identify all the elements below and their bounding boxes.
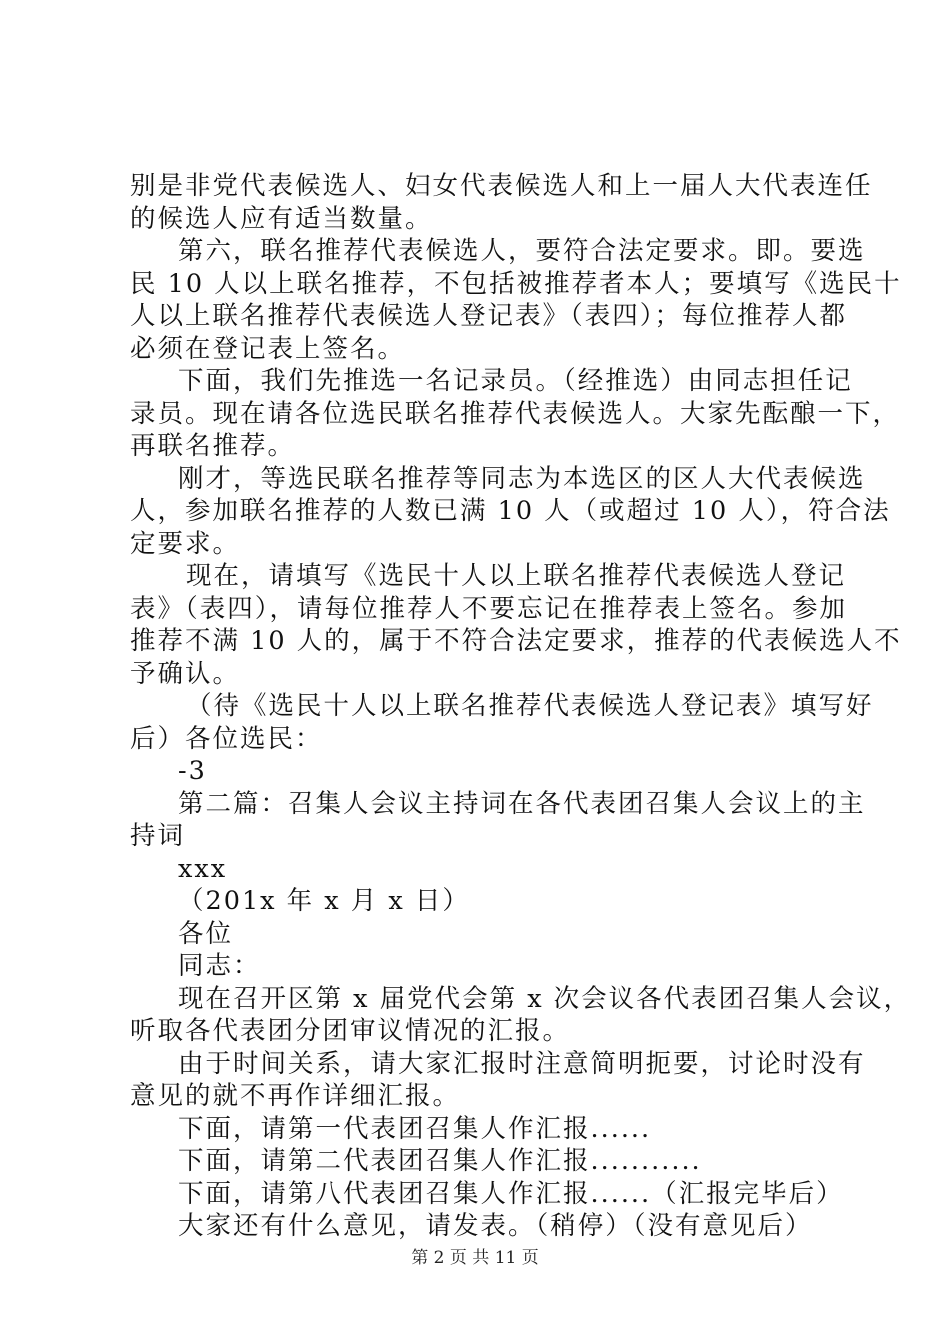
text-line: 别是非党代表候选人、妇女代表候选人和上一届人大代表连任 [130,171,873,201]
text-line: 表》（表四），请每位推荐人不要忘记在推荐表上签名。参加 [130,593,848,624]
greeting-line: 同志： [178,951,261,981]
text-line: 后）各位选民： [130,723,323,754]
speech-date: （201x 年 x 月 x 日） [178,886,470,916]
document-body [130,170,912,1243]
greeting-line: 各位 [178,918,234,949]
text-line: 大家还有什么意见，请发表。（稍停）（没有意见后） [178,1211,813,1241]
text-line: 第六，联名推荐代表候选人，要符合法定要求。即。要选 [178,236,866,266]
text-line: 人以上联名推荐代表候选人登记表》（表四）；每位推荐人都 [130,301,848,331]
section-title-continued: 持词 [130,821,186,851]
page-number-footer: 第 2 页 共 11 页 [411,1248,539,1268]
text-line: 下面，请第二代表团召集人作汇报........... [178,1146,702,1176]
text-line: 的候选人应有适当数量。 [130,203,433,234]
text-line: 民 10 人以上联名推荐，不包括被推荐者本人；要填写《选民十 [130,268,902,299]
speaker-name: xxx [178,853,228,884]
text-line: 推荐不满 10 人的，属于不符合法定要求，推荐的代表候选人不 [130,626,902,656]
text-line: 刚才，等选民联名推荐等同志为本选区的区人大代表候选 [178,463,866,494]
page-marker: -3 [178,756,207,786]
text-line: 录员。现在请各位选民联名推荐代表候选人。大家先酝酿一下， [130,398,901,429]
text-line: （待《选民十人以上联名推荐代表候选人登记表》填写好 [186,691,874,721]
text-line: 必须在登记表上签名。 [130,333,406,364]
text-line: 定要求。 [130,528,241,559]
text-line: 下面，请第一代表团召集人作汇报...... [178,1113,652,1144]
text-line: 再联名推荐。 [130,431,296,461]
text-line: 现在，请填写《选民十人以上联名推荐代表候选人登记 [186,561,847,591]
text-line: 由于时间关系，请大家汇报时注意简明扼要，讨论时没有 [178,1048,866,1079]
text-line: 现在召开区第 x 届党代会第 x 次会议各代表团召集人会议， [178,983,912,1014]
section-title: 第二篇：召集人会议主持词在各代表团召集人会议上的主 [178,788,866,819]
text-line: 意见的就不再作详细汇报。 [130,1081,461,1111]
text-line: 听取各代表团分团审议情况的汇报。 [130,1016,571,1046]
text-line: 予确认。 [130,658,241,689]
text-line: 人，参加联名推荐的人数已满 10 人（或超过 10 人），符合法 [130,496,891,526]
text-line: 下面，我们先推选一名记录员。（经推选）由同志担任记 [178,366,853,396]
text-line: 下面，请第八代表团召集人作汇报......（汇报完毕后） [178,1178,844,1209]
